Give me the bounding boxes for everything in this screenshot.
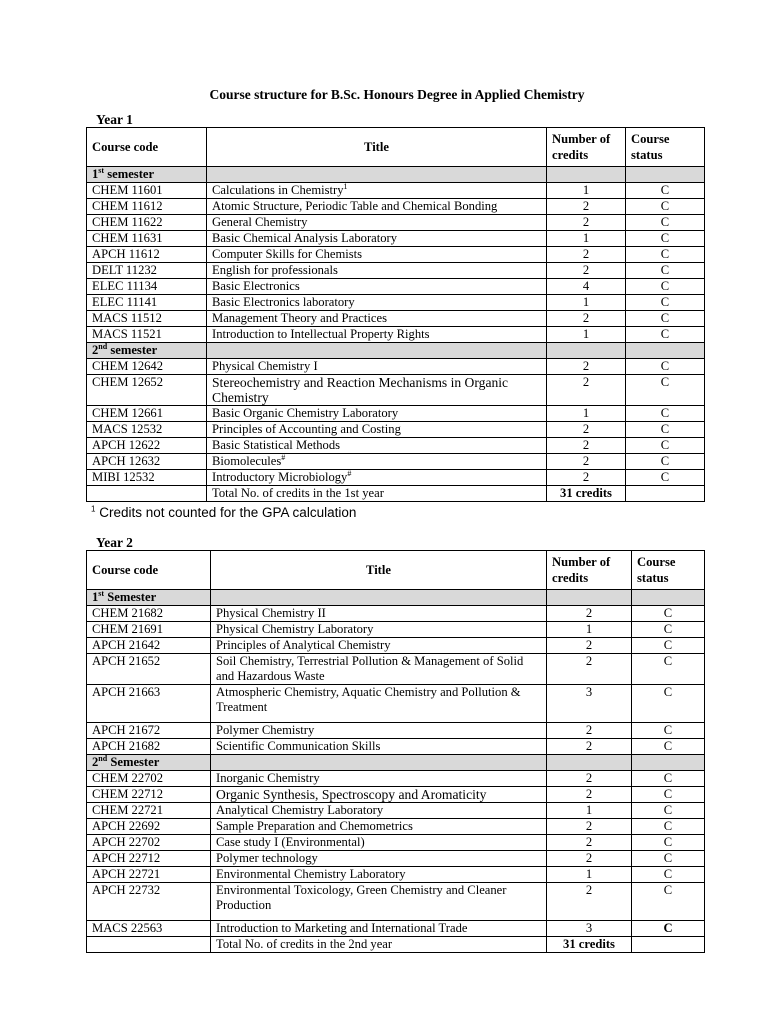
course-status: C	[632, 685, 705, 723]
course-credits: 3	[547, 921, 632, 937]
course-credits: 2	[547, 263, 626, 279]
table-row	[87, 183, 705, 199]
course-title: Computer Skills for Chemists	[212, 247, 363, 261]
course-title: Polymer Chemistry	[216, 723, 315, 737]
total-credits: 31 credits	[547, 486, 626, 502]
course-status: C	[626, 470, 705, 486]
course-credits: 2	[547, 883, 632, 921]
semester-number: 2	[92, 755, 99, 769]
course-status: C	[632, 867, 705, 883]
semester-number: 1	[92, 167, 99, 181]
course-code: CHEM 11622	[87, 215, 207, 231]
course-code: APCH 22721	[87, 867, 211, 883]
table-row	[87, 295, 705, 311]
table-row	[87, 787, 705, 803]
course-title-cell	[211, 921, 547, 937]
course-title: Environmental Toxicology, Green Chemistry and Cleaner Production	[216, 883, 507, 912]
table-row	[87, 638, 705, 654]
course-code: APCH 22692	[87, 819, 211, 835]
table-row	[87, 231, 705, 247]
course-status: C	[632, 638, 705, 654]
course-title-cell	[207, 422, 547, 438]
table-row	[87, 723, 705, 739]
total-empty-cell	[87, 937, 211, 953]
course-status: C	[626, 438, 705, 454]
header-title: Title	[211, 551, 547, 590]
course-status: C	[626, 454, 705, 470]
course-status: C	[632, 606, 705, 622]
course-title-cell	[211, 723, 547, 739]
course-title-cell	[211, 685, 547, 723]
semester-row-cell	[211, 755, 547, 771]
course-title: Introduction to Intellectual Property Rights	[212, 327, 430, 341]
course-status: C	[632, 851, 705, 867]
table-row	[87, 606, 705, 622]
course-credits: 1	[547, 803, 632, 819]
course-title-cell	[207, 215, 547, 231]
course-title-cell	[211, 622, 547, 638]
semester-2-row	[87, 755, 705, 771]
header-title: Title	[207, 128, 547, 167]
course-code: APCH 21672	[87, 723, 211, 739]
course-title-cell	[211, 819, 547, 835]
course-title-cell	[207, 406, 547, 422]
semester-1-row	[87, 167, 705, 183]
course-title: Atmospheric Chemistry, Aquatic Chemistry and Pollution & Treatment	[216, 685, 521, 714]
course-credits: 3	[547, 685, 632, 723]
course-title-cell	[207, 438, 547, 454]
course-credits: 2	[547, 606, 632, 622]
course-status: C	[632, 723, 705, 739]
course-title: Basic Chemical Analysis Laboratory	[212, 231, 398, 245]
semester-row-cell	[632, 590, 705, 606]
course-code: ELEC 11141	[87, 295, 207, 311]
course-status: C	[632, 771, 705, 787]
table-row	[87, 215, 705, 231]
course-code: APCH 22702	[87, 835, 211, 851]
total-empty-cell	[626, 486, 705, 502]
semester-heading	[87, 590, 211, 606]
course-credits: 2	[547, 851, 632, 867]
course-title-cell	[207, 327, 547, 343]
course-status: C	[632, 622, 705, 638]
course-status: C	[626, 279, 705, 295]
course-code: CHEM 21682	[87, 606, 211, 622]
semester-row-cell	[626, 167, 705, 183]
semester-heading	[87, 755, 211, 771]
course-title-cell	[207, 375, 547, 406]
course-code: CHEM 22721	[87, 803, 211, 819]
course-status: C	[626, 311, 705, 327]
year-1-label: Year 1	[96, 112, 133, 127]
course-code: MACS 22563	[87, 921, 211, 937]
course-title: Calculations in Chemistry	[212, 183, 344, 197]
course-title: Scientific Communication Skills	[216, 739, 381, 753]
table-row	[87, 375, 705, 406]
table-row	[87, 771, 705, 787]
course-title: Physical Chemistry Laboratory	[216, 622, 374, 636]
course-status: C	[626, 422, 705, 438]
semester-number: 1	[92, 590, 99, 604]
table-row	[87, 835, 705, 851]
page-title: Course structure for B.Sc. Honours Degree in Applied Chemistry	[209, 87, 585, 102]
course-title: Physical Chemistry II	[216, 606, 326, 620]
course-credits: 2	[547, 835, 632, 851]
course-credits: 2	[547, 787, 632, 803]
total-row	[87, 486, 705, 502]
header-status: Course status	[632, 551, 705, 590]
course-credits: 1	[547, 295, 626, 311]
course-status: C	[626, 359, 705, 375]
table-row	[87, 921, 705, 937]
course-status: C	[626, 183, 705, 199]
semester-2-row	[87, 343, 705, 359]
course-footnote-marker: #	[281, 452, 286, 462]
course-credits: 2	[547, 199, 626, 215]
course-credits: 2	[547, 438, 626, 454]
header-credits: Number of credits	[547, 551, 632, 590]
total-label: Total No. of credits in the 2nd year	[211, 937, 547, 953]
footnote	[91, 505, 356, 520]
course-title: Physical Chemistry I	[212, 359, 318, 373]
course-status: C	[632, 739, 705, 755]
course-title-cell	[207, 247, 547, 263]
course-title-cell	[207, 263, 547, 279]
course-code: APCH 12622	[87, 438, 207, 454]
total-credits: 31 credits	[547, 937, 632, 953]
course-status: C	[626, 231, 705, 247]
semester-row-cell	[547, 167, 626, 183]
course-title: Sample Preparation and Chemometrics	[216, 819, 413, 833]
semester-row-cell	[211, 590, 547, 606]
course-title-cell	[211, 803, 547, 819]
course-status: C	[626, 295, 705, 311]
course-code: CHEM 11631	[87, 231, 207, 247]
table-row	[87, 470, 705, 486]
course-title: Stereochemistry and Reaction Mechanisms in Organic Chemistry	[212, 375, 509, 405]
table-row	[87, 311, 705, 327]
total-row	[87, 937, 705, 953]
course-status: C	[632, 787, 705, 803]
semester-ordinal-suffix: nd	[98, 753, 108, 763]
course-credits: 4	[547, 279, 626, 295]
table-row	[87, 622, 705, 638]
course-title: Atomic Structure, Periodic Table and Chemical Bonding	[212, 199, 498, 213]
course-title: Basic Electronics laboratory	[212, 295, 355, 309]
course-credits: 2	[547, 470, 626, 486]
course-title: Polymer technology	[216, 851, 318, 865]
course-footnote-marker: 1	[343, 181, 348, 191]
course-code: APCH 21652	[87, 654, 211, 685]
course-credits: 2	[547, 359, 626, 375]
course-title: Environmental Chemistry Laboratory	[216, 867, 406, 881]
course-code: DELT 11232	[87, 263, 207, 279]
semester-row-cell	[626, 343, 705, 359]
course-code: MACS 12532	[87, 422, 207, 438]
course-title: Principles of Analytical Chemistry	[216, 638, 391, 652]
course-status: C	[632, 654, 705, 685]
course-title-cell	[207, 454, 547, 470]
course-title: Basic Organic Chemistry Laboratory	[212, 406, 399, 420]
course-status: C	[632, 803, 705, 819]
course-code: CHEM 21691	[87, 622, 211, 638]
course-status: C	[626, 406, 705, 422]
course-title-cell	[207, 295, 547, 311]
course-title: Biomolecules	[212, 454, 282, 468]
table-row	[87, 883, 705, 921]
semester-row-cell	[207, 167, 547, 183]
course-code: CHEM 12642	[87, 359, 207, 375]
table-row	[87, 803, 705, 819]
table-row	[87, 739, 705, 755]
course-title: Organic Synthesis, Spectroscopy and Aromaticity	[216, 787, 487, 802]
course-status: C	[632, 819, 705, 835]
course-status: C	[632, 883, 705, 921]
course-credits: 1	[547, 622, 632, 638]
course-title-cell	[211, 771, 547, 787]
course-code: APCH 12632	[87, 454, 207, 470]
course-credits: 1	[547, 183, 626, 199]
course-title-cell	[207, 311, 547, 327]
table-row	[87, 851, 705, 867]
course-title: Inorganic Chemistry	[216, 771, 320, 785]
course-code: CHEM 22702	[87, 771, 211, 787]
course-title-cell	[207, 231, 547, 247]
course-title: Soil Chemistry, Terrestrial Pollution & Management of Solid and Hazardous Waste	[216, 654, 524, 683]
footnote-marker: 1	[91, 504, 96, 514]
table-row	[87, 422, 705, 438]
course-title-cell	[207, 279, 547, 295]
table-row	[87, 454, 705, 470]
year-2-table	[86, 550, 705, 953]
course-credits: 2	[547, 311, 626, 327]
course-footnote-marker: #	[347, 468, 352, 478]
course-credits: 2	[547, 819, 632, 835]
table-row	[87, 819, 705, 835]
course-credits: 1	[547, 406, 626, 422]
course-credits: 1	[547, 231, 626, 247]
course-code: CHEM 11612	[87, 199, 207, 215]
course-title-cell	[207, 199, 547, 215]
semester-row-cell	[547, 590, 632, 606]
semester-label: semester	[110, 343, 158, 357]
course-title: English for professionals	[212, 263, 338, 277]
course-title-cell	[211, 835, 547, 851]
course-credits: 2	[547, 654, 632, 685]
total-empty-cell	[87, 486, 207, 502]
table-row	[87, 685, 705, 723]
total-empty-cell	[632, 937, 705, 953]
course-title: Introductory Microbiology	[212, 470, 348, 484]
course-credits: 2	[547, 215, 626, 231]
total-label: Total No. of credits in the 1st year	[207, 486, 547, 502]
table-row	[87, 438, 705, 454]
course-status: C	[632, 921, 705, 937]
course-code: ELEC 11134	[87, 279, 207, 295]
semester-row-cell	[207, 343, 547, 359]
course-title-cell	[207, 359, 547, 375]
course-code: APCH 22712	[87, 851, 211, 867]
course-title-cell	[211, 883, 547, 921]
table-row	[87, 654, 705, 685]
course-title: Case study I (Environmental)	[216, 835, 365, 849]
course-code: CHEM 22712	[87, 787, 211, 803]
course-title-cell	[211, 851, 547, 867]
table-row	[87, 867, 705, 883]
course-title: Management Theory and Practices	[212, 311, 387, 325]
course-title: Introduction to Marketing and International Trade	[216, 921, 468, 935]
course-title-cell	[211, 739, 547, 755]
year-2-label: Year 2	[96, 535, 133, 550]
course-title-cell	[211, 654, 547, 685]
course-code: CHEM 12652	[87, 375, 207, 406]
table-row	[87, 279, 705, 295]
semester-number: 2	[92, 343, 99, 357]
course-code: APCH 21642	[87, 638, 211, 654]
course-title-cell	[211, 606, 547, 622]
course-code: CHEM 11601	[87, 183, 207, 199]
course-credits: 2	[547, 638, 632, 654]
footnote-text: Credits not counted for the GPA calculation	[95, 505, 357, 520]
course-title: General Chemistry	[212, 215, 308, 229]
course-code: APCH 21663	[87, 685, 211, 723]
course-credits: 1	[547, 867, 632, 883]
semester-label: Semester	[107, 590, 157, 604]
course-title: Analytical Chemistry Laboratory	[216, 803, 384, 817]
table-row	[87, 406, 705, 422]
course-code: CHEM 12661	[87, 406, 207, 422]
course-status: C	[632, 835, 705, 851]
course-credits: 2	[547, 454, 626, 470]
header-status: Course status	[626, 128, 705, 167]
course-credits: 2	[547, 739, 632, 755]
semester-heading	[87, 343, 207, 359]
table-header-row	[87, 551, 705, 590]
course-credits: 2	[547, 422, 626, 438]
course-status: C	[626, 247, 705, 263]
header-course-code: Course code	[87, 128, 207, 167]
table-header-row	[87, 128, 705, 167]
table-row	[87, 359, 705, 375]
course-status: C	[626, 327, 705, 343]
course-credits: 2	[547, 375, 626, 406]
semester-heading	[87, 167, 207, 183]
semester-label: Semester	[110, 755, 160, 769]
course-title: Basic Statistical Methods	[212, 438, 341, 452]
semester-label: semester	[107, 167, 155, 181]
course-title-cell	[207, 470, 547, 486]
semester-ordinal-suffix: nd	[98, 341, 108, 351]
course-credits: 2	[547, 723, 632, 739]
course-title-cell	[207, 183, 547, 199]
course-code: APCH 22732	[87, 883, 211, 921]
header-course-code: Course code	[87, 551, 211, 590]
semester-ordinal-suffix: st	[98, 165, 105, 175]
table-row	[87, 247, 705, 263]
table-row	[87, 199, 705, 215]
course-title: Basic Electronics	[212, 279, 300, 293]
course-title: Principles of Accounting and Costing	[212, 422, 401, 436]
course-credits: 2	[547, 247, 626, 263]
semester-ordinal-suffix: st	[98, 588, 105, 598]
course-code: MACS 11521	[87, 327, 207, 343]
semester-1-row	[87, 590, 705, 606]
course-code: APCH 11612	[87, 247, 207, 263]
header-credits: Number of credits	[547, 128, 626, 167]
course-title-cell	[211, 867, 547, 883]
course-status: C	[626, 199, 705, 215]
course-credits: 2	[547, 771, 632, 787]
course-title-cell	[211, 787, 547, 803]
year-1-table	[86, 127, 705, 502]
course-status: C	[626, 263, 705, 279]
semester-row-cell	[547, 755, 632, 771]
semester-row-cell	[632, 755, 705, 771]
course-title-cell	[211, 638, 547, 654]
table-row	[87, 327, 705, 343]
course-credits: 1	[547, 327, 626, 343]
semester-row-cell	[547, 343, 626, 359]
table-row	[87, 263, 705, 279]
course-status: C	[626, 375, 705, 406]
course-code: APCH 21682	[87, 739, 211, 755]
course-status: C	[626, 215, 705, 231]
course-code: MACS 11512	[87, 311, 207, 327]
course-code: MIBI 12532	[87, 470, 207, 486]
